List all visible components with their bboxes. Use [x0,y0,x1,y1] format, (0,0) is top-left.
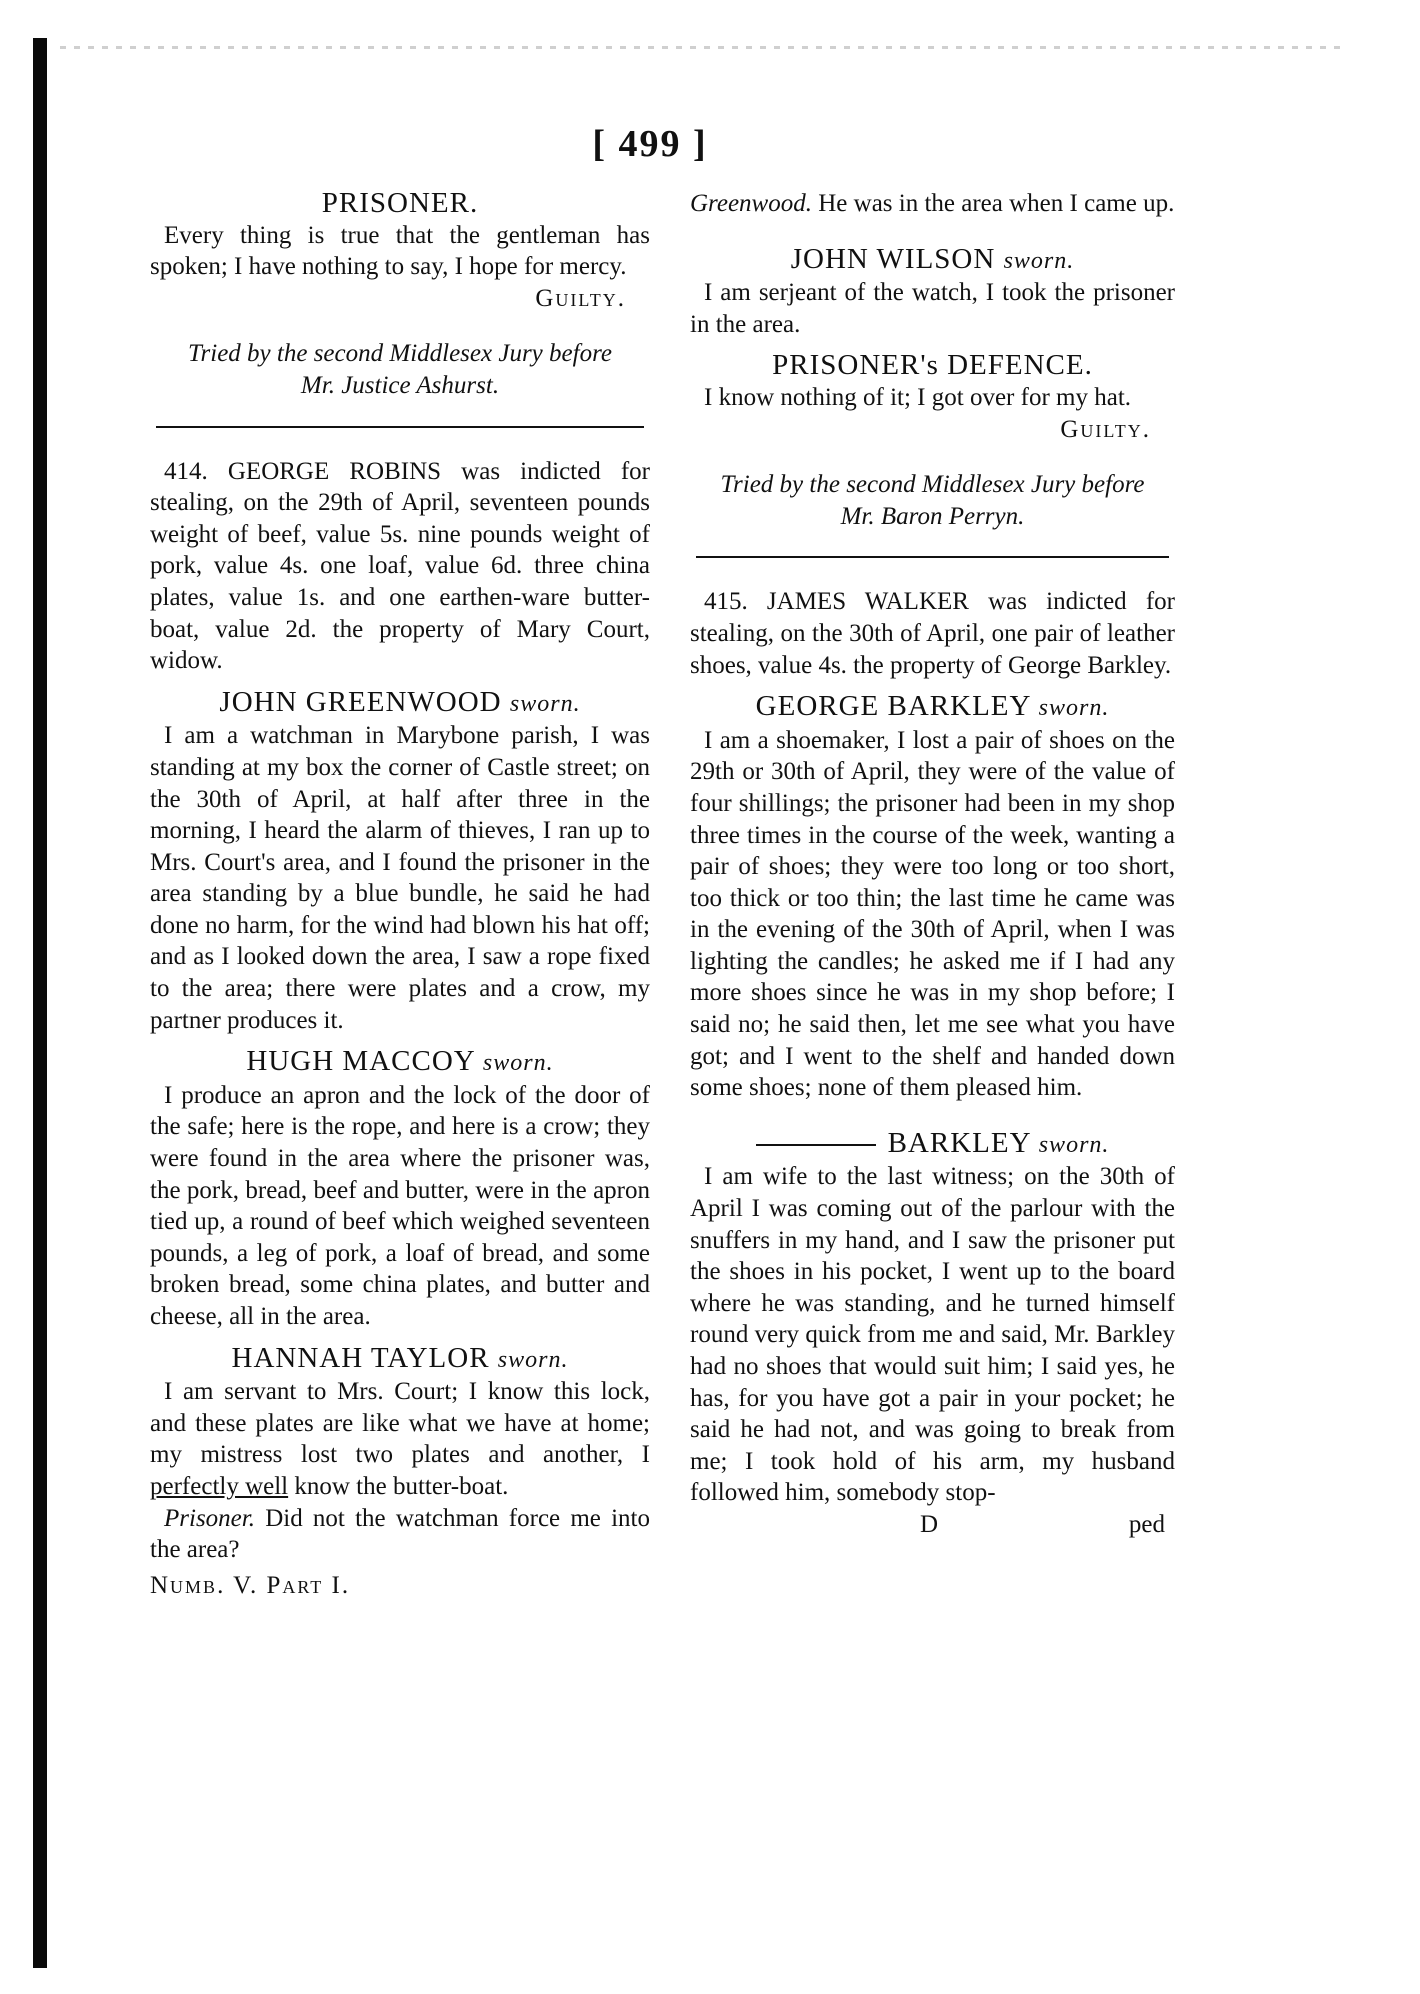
section-divider-2 [696,556,1169,558]
sworn-label: sworn. [1038,1131,1110,1158]
printer-signature: Numb. V. Part I. [150,1571,351,1599]
sworn-label: sworn. [1003,247,1075,274]
greenwood-continuation: Greenwood. He was in the area when I came up. [690,190,1175,217]
heading-prisoner: PRISONER. [321,187,479,219]
prisoner-defence-text: I know nothing of it; I got over for my hat. [704,383,1132,411]
underlined-phrase: perfectly well [150,1472,289,1500]
witness-george-barkley [690,691,1175,725]
witness-john-greenwood [150,687,650,721]
page-top-edge [60,46,1340,49]
witness-hugh-maccoy [150,1046,650,1080]
wilson-testimony: I am serjeant of the watch, I took the prisoner in the area. [690,279,1175,338]
verdict-guilty-2: Guilty. [1060,415,1151,443]
binding-edge [33,38,47,1968]
speaker-label: Greenwood. [690,190,812,217]
witness-name: HANNAH TAYLOR [231,1341,490,1374]
heading-prisoners-defence: PRISONER's DEFENCE. [772,349,1093,382]
tried-by-line-1: Tried by the second Middlesex Jury before [188,340,612,368]
witness-name: HUGH MACCOY [246,1045,475,1078]
case-414-indictment: 414. GEORGE ROBINS was indicted for stealing, on the 29th of April, seventeen pounds weight of beef, value 5s. nine pounds weight of pork, value 4s. one loaf, value 6d. three china plates, value 1s. and one earthen-ware butter-boat, value 2d. the property of Mary Court, widow. [150,457,650,675]
witness-name: JOHN WILSON [790,242,996,275]
maccoy-testimony: I produce an apron and the lock of the door of the safe; here is the rope, and here is a crow; they were found in the area where the prisoner was, the pork, bread, beef and butter, were in the apron tied up, a round of beef which weighed seventeen pounds, a leg of pork, a loaf of bread, and some broken bread, some china plates, and butter and cheese, all in the area. [150,1081,650,1330]
right-column [690,188,1175,1541]
mrs-barkley-testimony: I am wife to the last witness; on the 30th of April I was coming out of the parlour with the snuffers in my hand, and I saw the prisoner put the shoes in his pocket, I went up to the board where he was standing, and he turned himself round very quick from me and said, Mr. Barkley had no shoes that would suit him; I said yes, he has, for you have got a pair in your pocket; he said he had not, and was going to break from me; I took hold of his arm, my husband followed him, somebody stop- [690,1163,1175,1507]
sworn-label: sworn. [497,1346,569,1373]
sworn-label: sworn. [482,1050,554,1077]
barkley-testimony: I am a shoemaker, I lost a pair of shoes on the 29th or 30th of April, they were of the value of four shillings; the prisoner had been in my shop three times in the course of the week, wanting a pair of shoes; they were too long or too short, too thick or too thin; the last time he came was in the evening of the 30th of April, when I was lighting the candles; he asked me if I had any more shoes since he was in my shop before; I said no; he said then, let me see what you have got; and I went to the shelf and handed down some shoes; none of them pleased him. [690,726,1175,1102]
prisoner-question: Prisoner. Did not the watchman force me into the area? [150,1504,650,1564]
verdict-guilty-1: Guilty. [535,284,626,312]
case-415-indictment: 415. JAMES WALKER was indicted for stealing, on the 30th of April, one pair of leather shoes, value 4s. the property of George Barkley. [690,588,1175,679]
left-column [150,188,650,1601]
witness-name: JOHN GREENWOOD [219,685,502,718]
witness-name: GEORGE BARKLEY [755,690,1031,723]
tried-by-judge-2: Mr. Baron Perryn. [840,502,1025,530]
tried-by-judge-1: Mr. Justice Ashurst. [300,371,500,399]
witness-mrs-barkley [690,1128,1175,1162]
tried-by-line-2: Tried by the second Middlesex Jury before [720,471,1145,499]
witness-hannah-taylor [150,1343,650,1377]
page-footer-right [690,1509,1175,1541]
taylor-testimony: I am servant to Mrs. Court; I know this lock, and these plates are like what we have at home; my mistress lost two plates and another, I perfectly well know the butter-boat. [150,1378,650,1500]
sworn-label: sworn. [1038,695,1110,722]
name-dash [756,1144,876,1146]
catchword: ped [1128,1510,1165,1538]
prisoner-statement: Every thing is true that the gentleman has spoken; I have nothing to say, I hope for mercy. [150,221,650,281]
page-number: [ 499 ] [592,123,708,165]
speaker-label: Prisoner. [164,1504,255,1532]
greenwood-testimony: I am a watchman in Marybone parish, I was standing at my box the corner of Castle street; on the 30th of April, at half after three in the morning, I heard the alarm of thieves, I ran up to Mrs. Court's area, and I found the prisoner in the area standing by a blue bundle, he said he had done no harm, for the wind had blown his hat off; and as I looked down the area, I saw a rope fixed to the area; there were plates and a crow, my partner produces it. [150,722,650,1034]
section-divider-1 [156,426,644,428]
witness-name: BARKLEY [887,1126,1031,1159]
signature-letter: D [920,1510,939,1538]
witness-john-wilson [690,244,1175,278]
sworn-label: sworn. [509,690,581,717]
